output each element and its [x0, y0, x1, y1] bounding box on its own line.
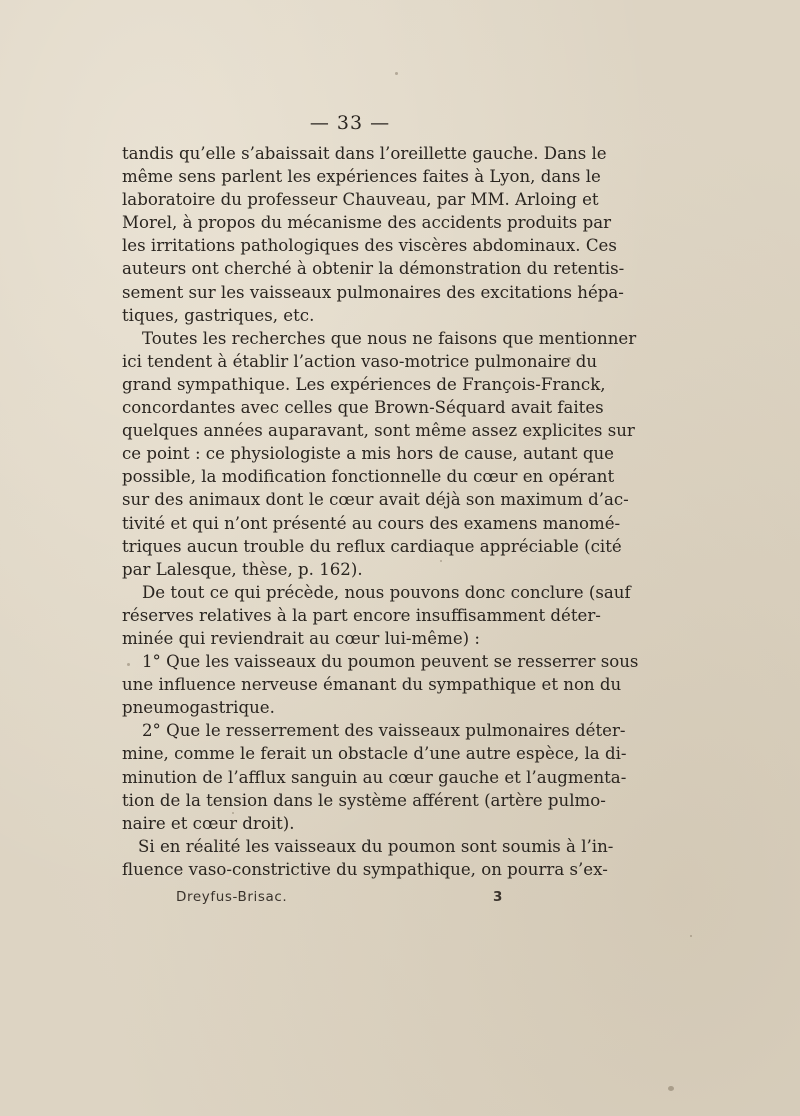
text-line: ce point : ce physiologiste a mis hors de cause, autant que — [122, 444, 614, 464]
text-line: Toutes les recherches que nous ne faisons que mentionner — [142, 328, 637, 348]
text-line: 2° Que le resserrement des vaisseaux pulmonaires déter- — [142, 721, 626, 741]
text-line: tandis qu’elle s’abaissait dans l’oreillette gauche. Dans le — [122, 144, 607, 163]
footer-author: Dreyfus-Brisac. — [176, 889, 288, 905]
text-line: possible, la modification fonctionnelle du cœur en opérant — [122, 467, 615, 487]
list-item — [122, 719, 627, 834]
text-line: une influence nerveuse émanant du sympathique et non du — [122, 675, 622, 695]
page-footer — [176, 889, 516, 909]
paper-speck — [690, 935, 692, 937]
text-line: tivité et qui n’ont présenté au cours des examens manomé- — [122, 513, 621, 533]
text-line: les irritations pathologiques des viscères abdominaux. Ces — [122, 236, 617, 256]
signature-mark: 3 — [493, 889, 503, 905]
text-line: sur des animaux dont le cœur avait déjà son maximum d’ac- — [122, 490, 629, 510]
text-line: par Lalesque, thèse, p. 162). — [122, 559, 363, 579]
text-line: pneumogastrique. — [122, 698, 275, 718]
paragraph — [122, 835, 614, 881]
paper-speck — [232, 812, 234, 814]
text-line: fluence vaso-constrictive du sympathique, on pourra s’ex- — [122, 859, 608, 879]
text-line: même sens parlent les expériences faites à Lyon, dans le — [122, 167, 601, 187]
text-line: quelques années auparavant, sont même assez explicites sur — [122, 421, 635, 441]
text-line: Morel, à propos du mécanisme des accidents produits par — [122, 213, 612, 233]
text-line: grand sympathique. Les expériences de François-Franck, — [122, 374, 606, 394]
text-line: ici tendent à établir l’action vaso-motrice pulmonaire du — [122, 351, 598, 371]
paper-speck — [668, 1086, 674, 1091]
paper-speck — [127, 663, 130, 666]
text-line: sement sur les vaisseaux pulmonaires des excitations hépa- — [122, 282, 624, 302]
text-line: mine, comme le ferait un obstacle d’une autre espèce, la di- — [122, 744, 627, 764]
text-line: minée qui reviendrait au cœur lui-même) : — [122, 628, 480, 648]
paragraph — [122, 581, 631, 650]
page-number: — 33 — — [309, 112, 391, 134]
text-line: réserves relatives à la part encore insuffisamment déter- — [122, 605, 601, 625]
text-line: Si en réalité les vaisseaux du poumon sont soumis à l’in- — [138, 836, 614, 856]
list-item — [122, 650, 639, 719]
paragraph — [122, 142, 625, 327]
text-line: concordantes avec celles que Brown-Séquard avait faites — [122, 398, 604, 418]
paper-speck — [395, 72, 398, 75]
text-line: De tout ce qui précède, nous pouvons donc conclure (sauf — [142, 582, 631, 602]
text-line: tiques, gastriques, etc. — [122, 305, 315, 325]
paper-speck — [568, 357, 571, 360]
paragraph — [122, 327, 637, 581]
body-text — [122, 142, 639, 881]
text-line: auteurs ont cherché à obtenir la démonstration du retentis- — [122, 259, 625, 279]
text-line: triques aucun trouble du reflux cardiaque appréciable (cité — [122, 536, 622, 556]
text-line: naire et cœur droit). — [122, 813, 295, 833]
text-line: tion de la tension dans le système afférent (artère pulmo- — [122, 790, 606, 810]
text-line: minution de l’afflux sanguin au cœur gauche et l’augmenta- — [122, 767, 627, 787]
text-line: laboratoire du professeur Chauveau, par MM. Arloing et — [122, 190, 599, 210]
text-line: 1° Que les vaisseaux du poumon peuvent se resserrer sous — [142, 652, 639, 672]
paper-speck — [440, 560, 442, 562]
